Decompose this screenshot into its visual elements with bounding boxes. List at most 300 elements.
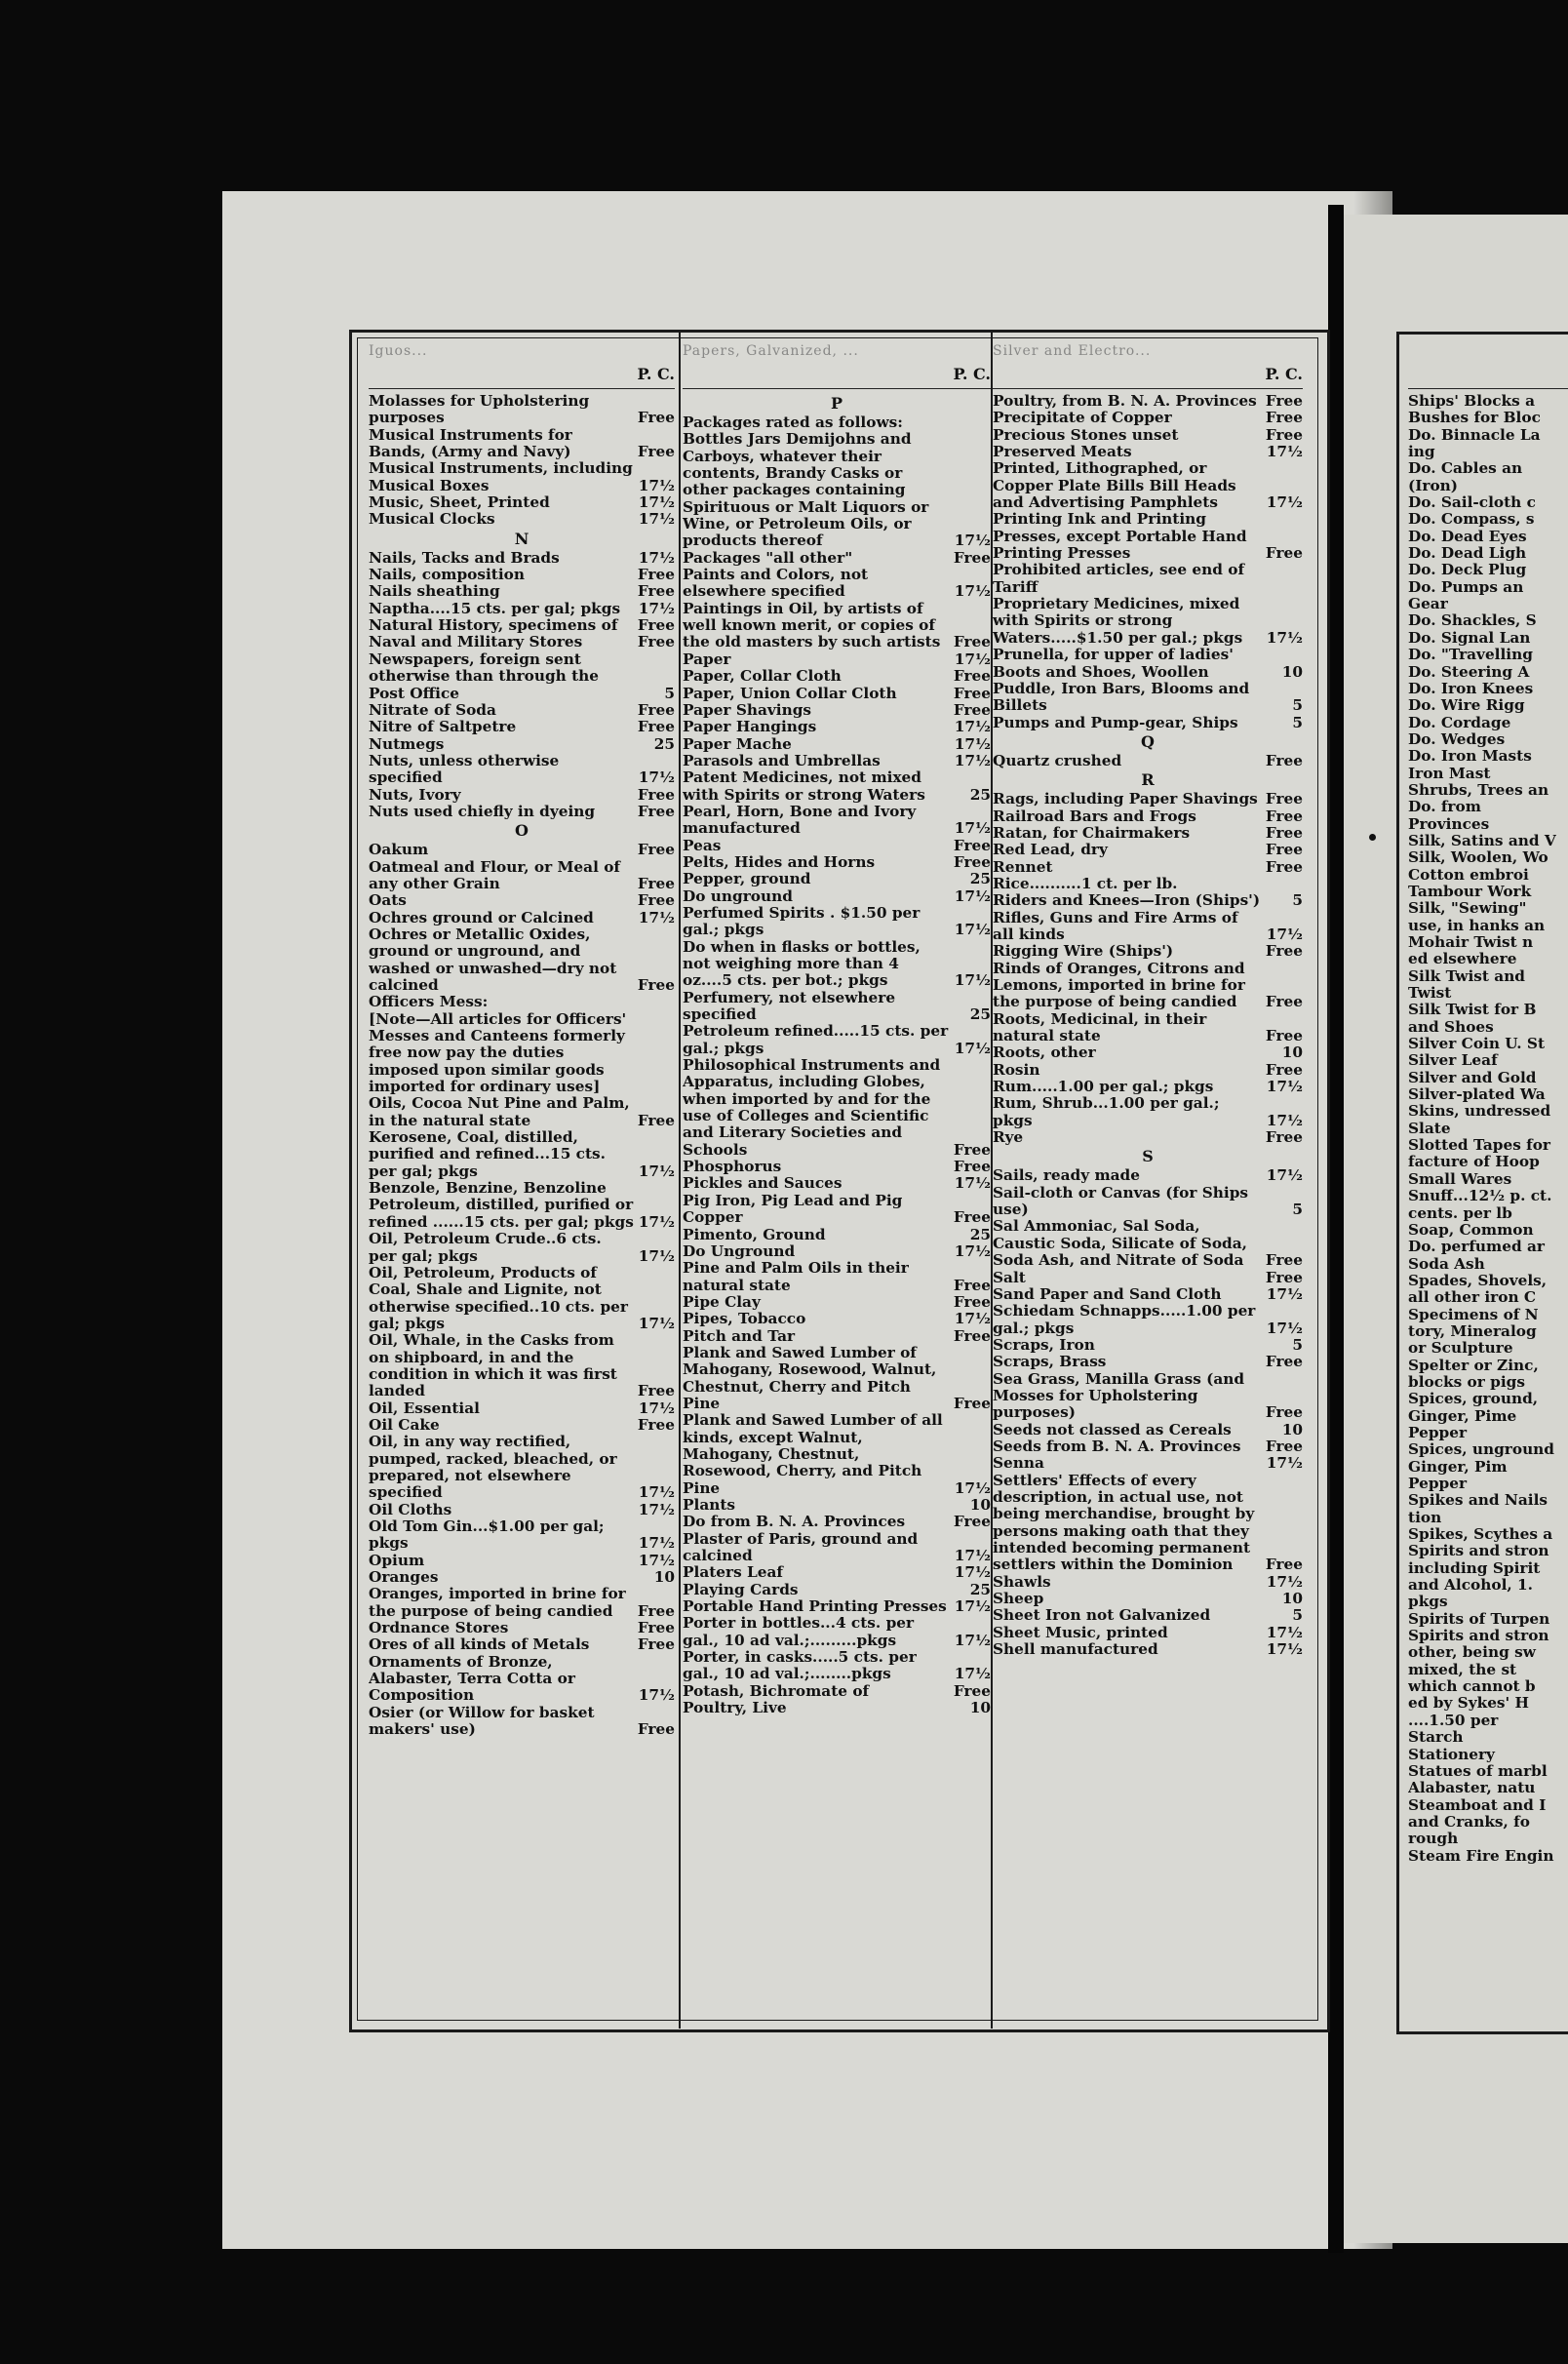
tariff-entry [993, 892, 1303, 909]
tariff-entry [1408, 1543, 1568, 1559]
entry-rate: Free [953, 667, 991, 686]
entry-article: Pepper [1408, 1424, 1468, 1441]
entry-article: Small Wares [1408, 1170, 1512, 1188]
tariff-entry [683, 414, 991, 550]
tariff-entry [369, 1265, 675, 1332]
entry-rate: Free [1265, 1027, 1303, 1045]
entry-rate: Free [637, 1111, 675, 1129]
tariff-entry [683, 567, 991, 601]
entry-article: Oil, Whale, in the Casks from on shipboard, in and the condition in which it was first landed [369, 1331, 617, 1400]
entry-article: blocks or pigs [1408, 1373, 1525, 1391]
entry-article: Do. Wire Rigg [1408, 697, 1525, 715]
tariff-entry [683, 1294, 991, 1311]
tariff-entry [369, 1231, 675, 1265]
entry-rate: 5 [1292, 696, 1303, 715]
tariff-entry [683, 1311, 991, 1327]
entry-rate: 17½ [638, 768, 675, 787]
entry-rate: 17½ [954, 1310, 991, 1328]
entry-rate: Free [1265, 1353, 1303, 1371]
tariff-entry [993, 1185, 1303, 1219]
entry-article: ed by Sykes' H [1408, 1695, 1530, 1713]
entry-article: Kerosene, Coal, distilled, purified and refined...15 cts. per gal; pkgs [369, 1128, 606, 1180]
entry-rate: Free [637, 1382, 675, 1400]
entry-rate: 17½ [1266, 493, 1303, 512]
tariff-entry [1408, 681, 1568, 697]
entry-article: Rice..........1 ct. per lb. [993, 874, 1178, 892]
entry-article: Silver and Gold [1408, 1069, 1537, 1086]
entry-article: Do from B. N. A. Provinces [683, 1513, 906, 1531]
entry-article: Oils, Cocoa Nut Pine and Palm, in the natural state [369, 1094, 630, 1129]
bleed-through-text: Iguos... [369, 343, 428, 359]
tariff-entry [369, 494, 675, 511]
entry-rate: 17½ [954, 734, 991, 753]
entry-rate: 17½ [638, 1246, 675, 1265]
entry-article: Do. Iron Knees [1408, 680, 1534, 697]
entry-rate: 17½ [638, 1483, 675, 1502]
entry-rate: 17½ [1266, 1078, 1303, 1096]
entry-article: Starch [1408, 1729, 1464, 1747]
tariff-entry [993, 825, 1303, 842]
entry-article: Musical Instruments, including Musical Boxes [369, 459, 633, 494]
entry-rate: Free [1265, 790, 1303, 808]
tariff-entry [1408, 1644, 1568, 1661]
entry-rate: Free [637, 443, 675, 461]
entry-article: Do. Compass, s [1408, 511, 1535, 529]
tariff-entry [993, 808, 1303, 825]
entry-article: Prunella, for upper of ladies' Boots and Shoes, Woollen [993, 646, 1234, 681]
tariff-entry [1408, 1476, 1568, 1492]
tariff-entry [1408, 951, 1568, 967]
entry-rate: Free [637, 874, 675, 892]
tariff-entry [683, 854, 991, 871]
entry-article: Nails, composition [369, 566, 526, 584]
entry-article: Preserved Meats [993, 443, 1132, 461]
entry-article: Slate [1408, 1120, 1451, 1137]
entry-rate: 5 [1292, 1335, 1303, 1354]
tariff-entry [1408, 766, 1568, 782]
entry-article: Nuts used chiefly in dyeing [369, 802, 596, 820]
entry-article: Phosphorus [683, 1158, 782, 1176]
entry-article: Natural History, specimens of [369, 616, 618, 635]
entry-article: Puddle, Iron Bars, Blooms and Billets [993, 679, 1250, 715]
entry-article: Do. Steering A [1408, 663, 1530, 681]
entry-article: and Shoes [1408, 1018, 1494, 1036]
tariff-entry [369, 427, 675, 461]
tariff-entry [1408, 1441, 1568, 1458]
entry-article: Old Tom Gin...$1.00 per gal; pkgs [369, 1517, 605, 1553]
tariff-entry [369, 702, 675, 719]
tariff-entry [1408, 1154, 1568, 1170]
tariff-entry [1408, 444, 1568, 460]
entry-rate: Free [1265, 942, 1303, 961]
tariff-entry [1408, 1780, 1568, 1796]
tariff-entry [369, 1180, 675, 1231]
tariff-entry [993, 876, 1303, 892]
entry-rate: Free [637, 616, 675, 635]
entry-article: Poultry, Live [683, 1699, 787, 1717]
entry-rate: 17½ [1266, 1166, 1303, 1185]
entry-article: Provinces [1408, 815, 1490, 833]
entry-article: Snuff...12½ p. ct. [1408, 1188, 1552, 1205]
entry-rate: Free [1265, 1060, 1303, 1079]
tariff-entry [1408, 664, 1568, 681]
tariff-entry [369, 804, 675, 820]
tariff-entry [683, 838, 991, 854]
entry-rate: Free [1265, 823, 1303, 842]
entry-article: Peas [683, 836, 722, 854]
section-letter: O [515, 821, 529, 841]
tariff-entry [1408, 1070, 1568, 1086]
entry-article: Pumps and Pump-gear, Ships [993, 713, 1238, 731]
entry-article: Oil Cake [369, 1415, 440, 1434]
entry-article: use, in hanks an [1408, 917, 1546, 934]
tariff-entry [369, 651, 675, 702]
tariff-entry [1408, 849, 1568, 866]
entry-rate: Free [637, 1635, 675, 1654]
entry-article: Do. Deck Plug [1408, 562, 1527, 579]
tariff-entry [993, 1044, 1303, 1061]
tariff-entry [369, 1502, 675, 1518]
entry-rate: Free [953, 684, 991, 702]
entry-article: Do Unground [683, 1241, 796, 1260]
entry-rate: 17½ [638, 1551, 675, 1569]
tariff-entry [683, 1260, 991, 1294]
entry-rate: Free [637, 1619, 675, 1637]
tariff-entry [1408, 1814, 1568, 1831]
entry-rate: 17½ [638, 1500, 675, 1518]
entry-article: Spikes, Scythes a [1408, 1526, 1553, 1544]
entry-article: Ornaments of Bronze, Alabaster, Terra Cotta or Composition [369, 1652, 575, 1705]
entry-article: Spirits of Turpen [1408, 1610, 1550, 1628]
entry-rate: Free [953, 1394, 991, 1412]
tariff-entry [993, 961, 1303, 1011]
tariff-entry [1408, 1695, 1568, 1712]
entry-article: Musical Clocks [369, 510, 495, 529]
tariff-entry [369, 736, 675, 753]
entry-article: (Iron) [1408, 477, 1459, 494]
tariff-entry [1408, 562, 1568, 578]
tariff-entry [1408, 1103, 1568, 1120]
entry-article: Shrubs, Trees an [1408, 781, 1549, 799]
entry-article: Rags, including Paper Shavings [993, 790, 1258, 808]
entry-article: Porter in bottles...4 cts. per gal., 10 ad val.;.........pkgs [683, 1614, 915, 1649]
entry-article: Do. Sail-cloth c [1408, 494, 1536, 512]
entry-article: Roots, Medicinal, in their natural state [993, 1009, 1207, 1045]
entry-article: which cannot b [1408, 1678, 1536, 1696]
entry-article: Platers Leaf [683, 1563, 784, 1582]
entry-article: Rum.....1.00 per gal.; pkgs [993, 1078, 1214, 1096]
entry-article: Rum, Shrub...1.00 per gal.; pkgs [993, 1094, 1220, 1129]
tariff-entry [683, 990, 991, 1024]
tariff-entry [1408, 934, 1568, 951]
tariff-entry [683, 1227, 991, 1243]
entry-article: including Spirit [1408, 1559, 1541, 1577]
tariff-entry [1408, 1340, 1568, 1357]
entry-article: Ochres or Metallic Oxides, ground or unground, and washed or unwashed—dry not calcined [369, 925, 617, 994]
tariff-entry [1408, 1797, 1568, 1814]
entry-article: Pickles and Sauces [683, 1174, 843, 1193]
entry-article: Soap, Common [1408, 1221, 1534, 1239]
entry-article: Ratan, for Chairmakers [993, 823, 1191, 842]
tariff-entry [993, 1438, 1303, 1455]
entry-rate: Free [637, 1720, 675, 1739]
entry-article: Pearl, Horn, Bone and Ivory manufactured [683, 802, 917, 838]
entry-article: Oil Cloths [369, 1500, 452, 1518]
entry-article: Pepper [1408, 1476, 1468, 1492]
tariff-entry [1408, 393, 1568, 410]
tariff-entry [683, 769, 991, 804]
rate-header: P. C. [683, 365, 991, 389]
tariff-entry [993, 715, 1303, 731]
tariff-entry [369, 1620, 675, 1636]
entry-article: mixed, the st [1408, 1661, 1517, 1678]
entry-article: Do. Iron Masts [1408, 748, 1532, 766]
entry-article: ing [1408, 444, 1435, 461]
tariff-entry [1408, 918, 1568, 934]
tariff-entry [369, 1705, 675, 1739]
tariff-entry [369, 1434, 675, 1501]
tariff-entry [683, 1514, 991, 1530]
entry-rate: 17½ [638, 510, 675, 529]
tariff-entry [1408, 748, 1568, 765]
tariff-column-4-facing [1408, 343, 1568, 2177]
tariff-entry [1408, 1628, 1568, 1644]
tariff-entry [369, 511, 675, 528]
tariff-entry [369, 910, 675, 926]
entry-rate: 17½ [954, 1563, 991, 1582]
column-rule-1 [679, 332, 681, 2029]
entry-article: Paper [683, 650, 731, 668]
entry-article: Oil, Petroleum, Products of Coal, Shale and Lignite, not otherwise specified..10 cts. per gal; pkgs [369, 1263, 628, 1332]
entry-article: Paintings in Oil, by artists of well known merit, or copies of the old masters by such artists [683, 599, 941, 651]
entry-article: Specimens of N [1408, 1306, 1539, 1323]
tariff-entry [683, 753, 991, 769]
entry-article: Oakum [369, 841, 429, 859]
tariff-entry [683, 1193, 991, 1227]
tariff-entry [993, 910, 1303, 944]
entry-rate: Free [953, 548, 991, 567]
tariff-entry [993, 1167, 1303, 1184]
entry-article: Skins, undressed [1408, 1103, 1551, 1121]
tariff-entry [1408, 1036, 1568, 1052]
tariff-entry [993, 460, 1303, 511]
tariff-entry [1408, 1459, 1568, 1476]
tariff-entry [1408, 1256, 1568, 1273]
entry-article: pkgs [1408, 1594, 1448, 1611]
tariff-entry [369, 1011, 675, 1096]
ink-spot [1369, 834, 1376, 841]
entry-article: Osier (or Willow for basket makers' use) [369, 1703, 595, 1739]
tariff-column-2 [683, 343, 991, 2177]
entry-article: Steamboat and I [1408, 1796, 1547, 1814]
entry-article: Pitch and Tar [683, 1326, 796, 1345]
section-letter: R [1141, 770, 1155, 790]
entry-rate: 17½ [954, 1241, 991, 1260]
tariff-entry [1408, 647, 1568, 663]
tariff-entry [369, 550, 675, 567]
tariff-entry [369, 892, 675, 909]
entry-article: Do. "Travelling [1408, 647, 1533, 664]
entry-article: Do when in flasks or bottles, not weighing more than 4 oz....5 cts. per bot.; pkgs [683, 937, 921, 990]
entry-rate: 17½ [638, 493, 675, 512]
entry-article: Do. Cables an [1408, 460, 1523, 478]
tariff-entry [993, 1270, 1303, 1286]
tariff-entry [1408, 1323, 1568, 1340]
entry-article: Sheet Music, printed [993, 1623, 1168, 1641]
entry-article: tory, Mineralog [1408, 1322, 1537, 1340]
entry-article: Proprietary Medicines, mixed with Spirits or strong Waters.....$1.50 per gal.; pkgs [993, 595, 1243, 647]
tariff-entry [1408, 1188, 1568, 1204]
entry-rate: Free [1265, 751, 1303, 769]
tariff-entry [993, 444, 1303, 460]
tariff-entry [683, 601, 991, 651]
entry-article: Gear [1408, 596, 1448, 613]
tariff-entry [1408, 1289, 1568, 1306]
entry-article: Statues of marbl [1408, 1762, 1548, 1780]
entry-article: Pine and Palm Oils in their natural state [683, 1259, 909, 1294]
entry-rate: Free [953, 836, 991, 854]
tariff-entry [369, 1332, 675, 1399]
tariff-entry [1408, 1171, 1568, 1188]
tariff-entry [369, 601, 675, 617]
tariff-entry [683, 668, 991, 685]
tariff-entry [683, 736, 991, 753]
entry-article: Sea Grass, Manilla Grass (and Mosses for Upholstering purposes) [993, 1369, 1245, 1422]
entry-rate: Free [953, 852, 991, 871]
entry-rate: 17½ [1266, 1623, 1303, 1641]
entry-rate: Free [953, 700, 991, 719]
entry-rate: Free [637, 633, 675, 651]
tariff-entry [369, 1553, 675, 1569]
tariff-entry [1408, 1560, 1568, 1577]
entry-article: Silk, Woolen, Wo [1408, 849, 1548, 867]
entry-article: cents. per lb [1408, 1204, 1512, 1222]
entry-rate: 10 [1281, 1044, 1303, 1062]
tariff-entry [1408, 1678, 1568, 1695]
tariff-entry [683, 1243, 991, 1260]
tariff-entry [993, 562, 1303, 596]
entry-rate: 25 [969, 870, 991, 888]
tariff-entry [1408, 545, 1568, 562]
entry-article: Nuts, unless otherwise specified [369, 751, 560, 787]
entry-article: Rennet [993, 857, 1053, 876]
entry-article: all other iron C [1408, 1289, 1537, 1307]
tariff-entry [683, 871, 991, 887]
entry-article: Oats [369, 891, 407, 910]
entry-rate: 17½ [954, 819, 991, 838]
tariff-entry [369, 460, 675, 494]
entry-article: Rifles, Guns and Fire Arms of all kinds [993, 908, 1238, 943]
entry-article: Sheet Iron not Galvanized [993, 1606, 1211, 1625]
tariff-entry [993, 1354, 1303, 1370]
entry-rate: Free [637, 1415, 675, 1434]
entry-article: and Alcohol, 1. [1408, 1577, 1534, 1595]
tariff-entry [369, 1417, 675, 1434]
entry-article: Benzole, Benzine, Benzoline Petroleum, distilled, purified or refined ......15 cts. per gal; pkgs [369, 1179, 634, 1231]
entry-article: Officers Mess: [369, 993, 489, 1011]
entry-article: Ores of all kinds of Metals [369, 1635, 590, 1654]
tariff-entry [1408, 410, 1568, 426]
entry-rate: Free [1265, 807, 1303, 825]
entry-article: Ochres ground or Calcined [369, 908, 594, 926]
entry-rate: 25 [653, 734, 675, 753]
tariff-entry [369, 617, 675, 634]
tariff-entry [683, 1582, 991, 1598]
tariff-entry [993, 427, 1303, 444]
tariff-entry [1408, 1086, 1568, 1103]
entry-article: Spades, Shovels, [1408, 1272, 1548, 1289]
entry-rate: 17½ [638, 476, 675, 494]
entry-article: Printed, Lithographed, or Copper Plate Bills Bill Heads and Advertising Pamphlets [993, 459, 1236, 512]
entry-article: Senna [993, 1454, 1044, 1473]
entry-article: Perfumed Spirits . $1.50 per gal.; pkgs [683, 903, 921, 939]
tariff-entry [683, 1564, 991, 1581]
tariff-entry [683, 1057, 991, 1159]
tariff-column-3 [993, 343, 1303, 2177]
entry-article: Red Lead, dry [993, 841, 1108, 859]
entry-article: Sails, ready made [993, 1166, 1140, 1185]
entry-rate: Free [637, 891, 675, 910]
entry-article: Oatmeal and Flour, or Meal of any other Grain [369, 857, 621, 892]
entry-article: Petroleum refined.....15 cts. per gal.; pkgs [683, 1022, 949, 1057]
tariff-entry [369, 1586, 675, 1620]
entry-article: Twist [1408, 985, 1452, 1003]
tariff-entry [993, 1337, 1303, 1354]
entry-article: Riders and Knees—Iron (Ships') [993, 891, 1261, 910]
entry-article: Plaster of Paris, ground and calcined [683, 1529, 919, 1565]
tariff-entry [683, 1615, 991, 1649]
entry-article: Rye [993, 1128, 1024, 1147]
rate-header: P. C. [993, 365, 1303, 389]
entry-article: Plants [683, 1496, 736, 1514]
entry-rate: 17½ [638, 1399, 675, 1417]
entry-rate: Free [637, 976, 675, 994]
entry-article: Poultry, from B. N. A. Provinces [993, 392, 1257, 410]
entry-article: Settlers' Effects of every description, in actual use, not being merchandise, brought by persons making oath that they intended becoming permanent settlers within the Dominion [993, 1471, 1255, 1574]
entry-rate: Free [637, 700, 675, 719]
tariff-entry [1408, 1391, 1568, 1407]
entry-article: Pelts, Hides and Horns [683, 852, 876, 871]
entry-article: Soda Ash [1408, 1255, 1485, 1273]
entry-article: Scraps, Iron [993, 1335, 1095, 1354]
entry-article: Paper, Union Collar Cloth [683, 684, 897, 702]
tariff-entry [1408, 1713, 1568, 1729]
entry-article: Naptha....15 cts. per gal; pkgs [369, 599, 621, 617]
entry-article: Pig Iron, Pig Lead and Pig Copper [683, 1191, 903, 1227]
tariff-entry [1408, 697, 1568, 714]
entry-rate: 17½ [638, 548, 675, 567]
tariff-entry [993, 1095, 1303, 1129]
entry-rate: 17½ [638, 1314, 675, 1332]
entry-article: facture of Hoop [1408, 1154, 1540, 1171]
entry-rate: 10 [969, 1496, 991, 1514]
entry-article: Precious Stones unset [993, 425, 1179, 444]
entry-rate: 17½ [954, 1665, 991, 1683]
entry-rate: Free [953, 1513, 991, 1531]
tariff-entry [993, 410, 1303, 426]
entry-rate: 5 [1292, 891, 1303, 910]
tariff-entry [1408, 715, 1568, 731]
entry-rate: 17½ [1266, 628, 1303, 647]
entry-rate: 5 [1292, 1201, 1303, 1219]
tariff-entry [1408, 1052, 1568, 1069]
tariff-entry [1408, 427, 1568, 444]
tariff-entry [1408, 529, 1568, 545]
tariff-entry [1408, 1577, 1568, 1594]
tariff-entry [1408, 799, 1568, 815]
tariff-entry [993, 681, 1303, 715]
tariff-entry [1408, 1831, 1568, 1847]
